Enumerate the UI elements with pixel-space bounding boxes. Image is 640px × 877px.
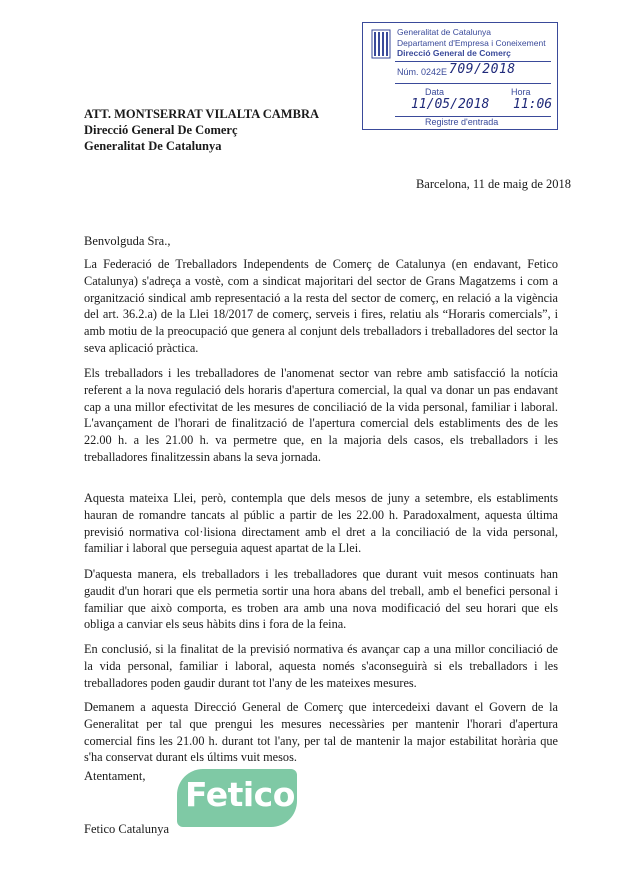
body-paragraph: D'aquesta manera, els treballadors i les treballadores que durant vuit mesos continuats han gaudit d'un horari que els permetia sortir una hora abans del treball, amb el benefici personal i familiar que això comporta, es troben ara amb una nova modificació del seu horari que els obliga a canviar els seus hàbits dins i fora de la feina.: [84, 567, 558, 632]
fetico-logo-text: Fetico: [185, 775, 295, 814]
letter-date: Barcelona, 11 de maig de 2018: [415, 177, 571, 191]
stamp-number-handwritten: 709/2018: [449, 62, 516, 77]
recipient-name: ATT. MONTSERRAT VILALTA CAMBRA: [84, 107, 319, 121]
generalitat-emblem-icon: [371, 29, 391, 59]
closing-phrase: Atentament,: [84, 769, 146, 783]
stamp-line-2: Departament d'Empresa i Coneixement: [397, 37, 546, 48]
stamp-divider: [395, 83, 551, 84]
stamp-line-3: Direcció General de Comerç: [397, 48, 511, 58]
stamp-hour-handwritten: 11:06: [513, 97, 553, 112]
signer-name: Fetico Catalunya: [84, 822, 170, 836]
recipient-block: [84, 106, 319, 154]
recipient-organization: Generalitat De Catalunya: [84, 139, 222, 153]
stamp-date-handwritten: 11/05/2018: [411, 97, 490, 112]
body-paragraph: Els treballadors i les treballadores de l'anomenat sector van rebre amb satisfacció la notícia referent a la nova regulació dels horaris d'apertura comercial, la qual va donar un pas endavant cap a una millor efectivitat de les mesures de conciliació de la vida personal, familiar i laboral. L'avançament de l'horari de finalització de l'apertura comercial dels establiments des de les 22.00 h. a les 21.00 h. va permetre que, en la majoria dels casos, els treballadors i les treballadores finalitzessin abans la seva jornada.: [84, 366, 558, 464]
registration-stamp: [362, 22, 558, 130]
salutation: Benvolguda Sra.,: [84, 234, 171, 248]
stamp-number-label: Núm. 0242E -: [397, 67, 453, 77]
body-paragraph: Aquesta mateixa Llei, però, contempla que dels mesos de juny a setembre, els establiments hauran de romandre tancats al públic a partir de les 22.00 h. Paradoxalment, aquesta última previsió normativa col·lisiona directament amb el dret a la conciliació de la vida personal, familiar i laboral que perseguia aquest apartat de la Llei.: [84, 491, 558, 556]
stamp-registry-label: Registre d'entrada: [425, 117, 499, 127]
body-paragraph: Demanem a aquesta Direcció General de Comerç que intercedeixi davant el Govern de la Generalitat per tal que prengui les mesures necessàries per mantenir l'horari d'apertura comercial fins les 21.00 h. durant tot l'any, per tal de mantenir la major estabilitat horària que s'ha conservat durant els últims vuit mesos.: [84, 700, 558, 765]
stamp-date-label: Data: [425, 87, 445, 97]
stamp-hour-label: Hora: [511, 87, 531, 97]
body-paragraph: En conclusió, si la finalitat de la previsió normativa és avançar cap a una millor conciliació de la vida personal, familiar i laboral, aquesta només s'aconseguirà si els treballadors i les treballadores poden gaudir durant tot l'any de les mateixes mesures.: [84, 642, 558, 690]
stamp-line-1: Generalitat de Catalunya: [397, 27, 492, 37]
recipient-department: Direcció General De Comerç: [84, 123, 238, 137]
stamp-header: [397, 27, 546, 59]
fetico-logo: [177, 769, 297, 827]
body-paragraph: La Federació de Treballadors Independents de Comerç de Catalunya (en endavant, Fetico Catalunya) s'adreça a vostè, com a sindicat majoritari del sector de Grans Magatzems i com a organització sindical amb representació a la resta del sector de comerç, en relació a la vigència del art. 36.2.a) de la Llei 18/2017 de comerç, serveis i fires, relatiu als “Horaris comercials”, i amb motiu de la preocupació que genera al conjunt dels treballadors i treballadores del sector la seva aplicació pràctica.: [84, 257, 558, 355]
